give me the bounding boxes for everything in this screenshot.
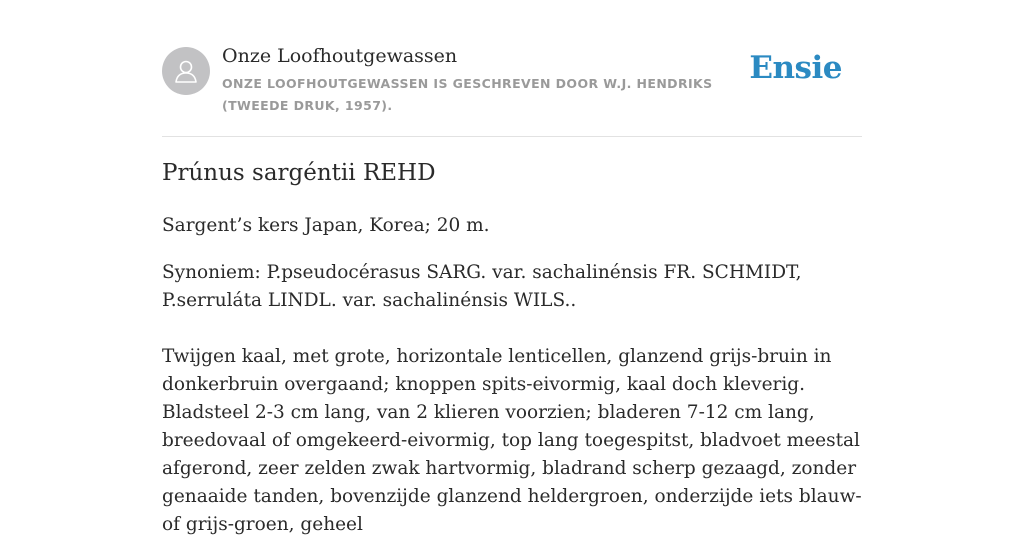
user-avatar-icon[interactable] bbox=[162, 47, 210, 95]
book-title[interactable]: Onze Loofhoutgewassen bbox=[222, 45, 458, 67]
article-paragraph: Twijgen kaal, met grote, horizontale lenticellen, glanzend grijs-bruin in donkerbruin overgaand; knoppen spits-eivormig, kaal doch kleverig. Bladsteel 2-3 cm lang, van 2 klieren voorzien; bladeren 7-12 cm lang, breedovaal of omgekeerd-eivormig, top lang toegespitst, bladvoet meestal afgerond, zeer zelden zwak hartvormig, bladrand scherp gezaagd, zonder genaaide tanden, bovenzijde glanzend heldergroen, onderzijde iets blauw- of grijs-groen, geheel bbox=[162, 346, 862, 535]
article-paragraph: Synoniem: P.pseudocérasus SARG. var. sachalinénsis FR. SCHMIDT, P.serruláta LINDL. var. sachalinénsis WILS.. bbox=[162, 262, 802, 311]
article-title: Prúnus sargéntii REHD bbox=[162, 160, 436, 186]
page-container bbox=[162, 0, 862, 535]
book-subtitle: ONZE LOOFHOUTGEWASSEN IS GESCHREVEN DOOR W.J. HENDRIKS (TWEEDE DRUK, 1957). bbox=[222, 76, 713, 113]
article-paragraph: Sargent’s kers Japan, Korea; 20 m. bbox=[162, 215, 490, 236]
page-header bbox=[162, 0, 862, 137]
person-outline-icon bbox=[171, 56, 201, 86]
ensie-logo[interactable]: Ensie bbox=[749, 50, 842, 86]
